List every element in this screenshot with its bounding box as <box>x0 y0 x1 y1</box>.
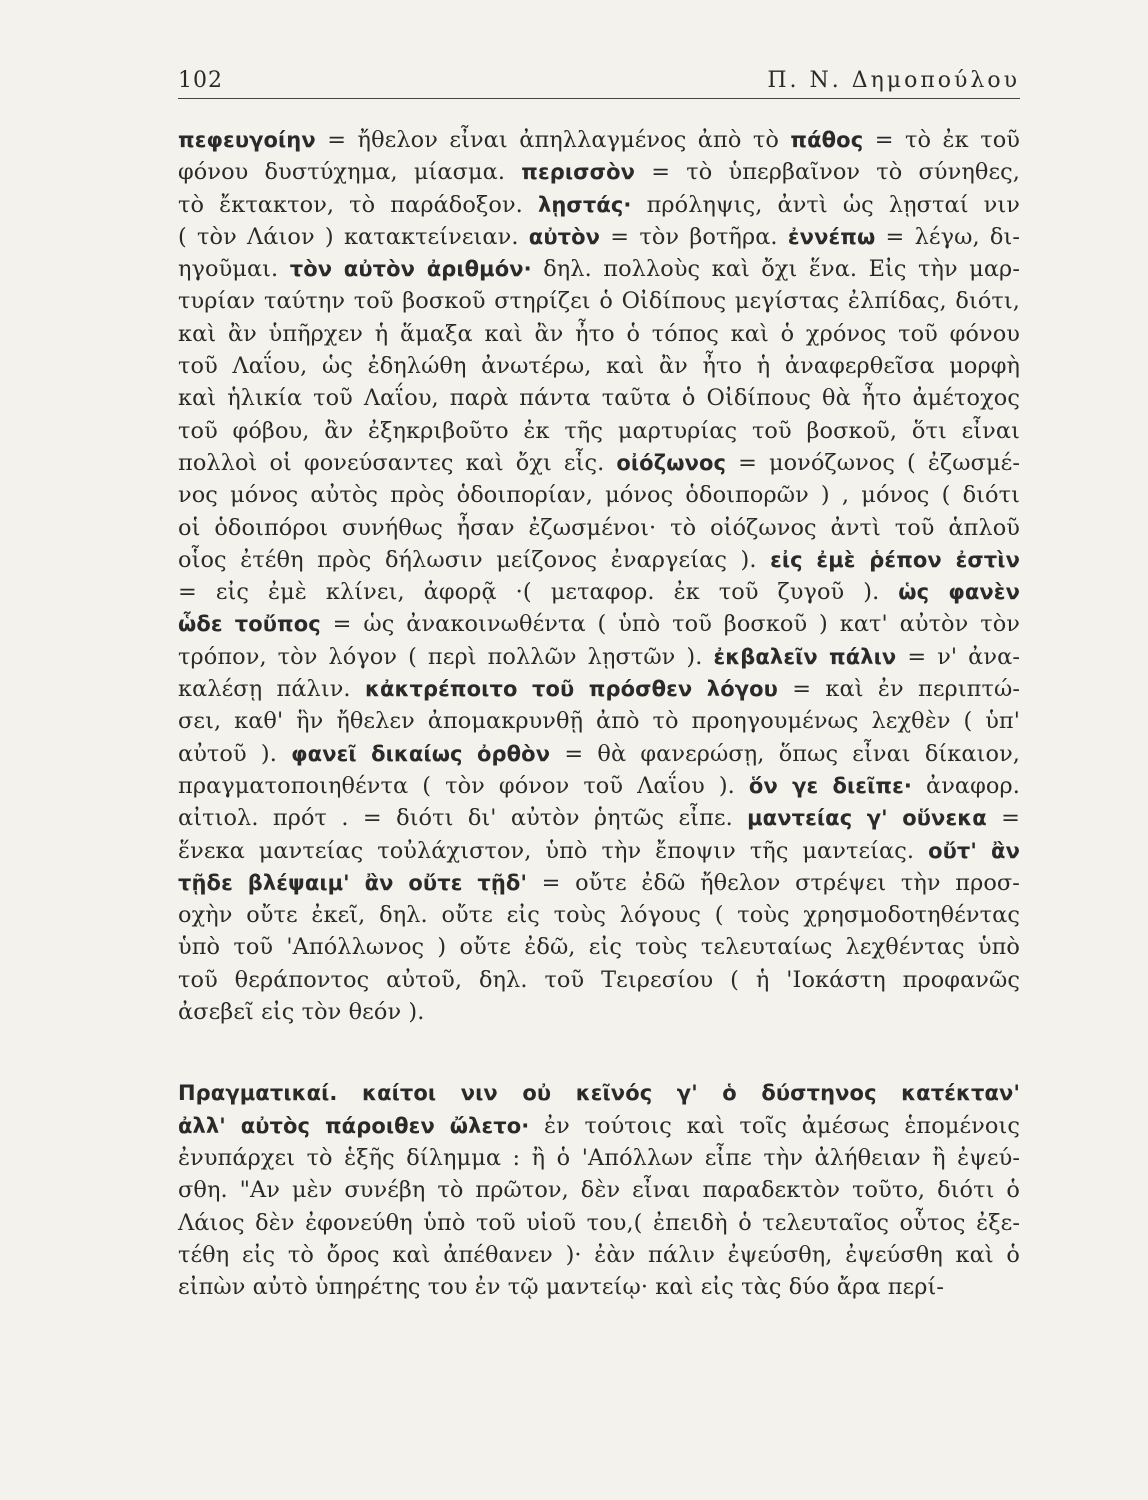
text-line <box>178 770 1020 802</box>
running-head-author: Π. Ν. Δημοπούλου <box>767 68 1020 93</box>
text-line <box>178 512 1020 544</box>
text-run: τοῦ θεράποντος αὐτοῦ, δηλ. τοῦ Τειρεσίου ( ἡ 'Ιοκάστη προφανῶς <box>178 966 1020 993</box>
lemma-term: λῃστάς· <box>537 192 632 217</box>
text-run: πολλοὶ οἱ φονεύσαντες καὶ ὄχι εἷς. <box>178 449 617 476</box>
text-line <box>178 382 1020 414</box>
lemma-term: τὸν αὐτὸν ἀριθμόν· <box>289 257 532 282</box>
lemma-term: πάθος <box>790 128 864 152</box>
text-run: οχὴν οὔτε ἐκεῖ, δηλ. οὔτε εἰς τοὺς λόγους ( τοὺς χρησμοδοτηθέντας <box>178 902 1020 929</box>
lemma-term: πεφευγοίην <box>178 128 316 152</box>
text-run: = λέγω, δι- <box>875 223 1020 250</box>
text-run: τοῦ Λαΐου, ὡς ἐδηλώθη ἀνωτέρω, καὶ ἂν ἦτο ἡ ἀναφερθεῖσα μορφὴ <box>178 353 1020 380</box>
text-line <box>178 1271 1020 1303</box>
text-run: = εἰς ἐμὲ κλίνει, ἀφορᾷ ·( μεταφορ. ἐκ τοῦ ζυγοῦ ). <box>178 579 899 606</box>
text-run: = ἤθελον εἶναι ἀπηλλαγμένος ἀπὸ τὸ <box>315 127 791 153</box>
text-run: τοῦ φόβου, ἂν ἐξηκριβοῦτο ἐκ τῆς μαρτυρίας τοῦ βοσκοῦ, ὅτι εἶναι <box>178 417 1020 444</box>
text-line <box>178 1077 1020 1109</box>
lemma-term: ὡς φανὲν <box>898 580 1020 605</box>
lemma-term: μαντείας γ' οὕνεκα <box>747 806 987 831</box>
text-line <box>178 964 1020 996</box>
text-line <box>178 608 1020 640</box>
text-run: = θὰ φανερώσῃ, ὅπως εἶναι δίκαιον, <box>550 740 1021 767</box>
running-header <box>178 64 1020 98</box>
text-line <box>178 899 1020 931</box>
text-line <box>178 835 1020 867</box>
text-run: ἐνυπάρχει τὸ ἑξῆς δίλημμα : ἢ ὁ 'Απόλλων εἶπε τὴν ἀλήθειαν ἢ ἐψεύ- <box>178 1144 1020 1171</box>
text-line <box>178 124 1020 156</box>
text-run: ( τὸν Λάιον ) κατακτείνειαν. <box>178 223 529 250</box>
text-run: πρόληψις, ἀντὶ ὡς λῃσταί νιν <box>631 191 1020 218</box>
text-line <box>178 996 1020 1028</box>
text-line <box>178 867 1020 899</box>
text-run: Λάιος δὲν ἐφονεύθη ὑπὸ τοῦ υἱοῦ του,( ἐπειδὴ ὁ τελευταῖος οὗτος ἐξε- <box>178 1209 1020 1236</box>
paragraph-pragmatikai <box>178 1077 1020 1303</box>
lemma-term: ὧδε τοὔπος <box>178 612 321 637</box>
text-run: αἰτιολ. πρότ . = διότι δι' αὐτὸν ῥητῶς εἶπε. <box>178 805 748 832</box>
text-run: τυρίαν ταύτην τοῦ βοσκοῦ στηρίζει ὁ Οἰδίπους μεγίστας ἐλπίδας, διότι, <box>178 288 1020 315</box>
text-line <box>178 318 1020 350</box>
lemma-term: ἐννέπω <box>787 224 876 249</box>
text-run: = ν' ἀνα- <box>896 643 1020 670</box>
text-run: = <box>986 805 1020 832</box>
text-run: αὐτοῦ ). <box>178 740 292 767</box>
text-run: πραγματοποιηθέντα ( τὸν φόνον τοῦ Λαΐου ). <box>178 772 749 799</box>
text-line <box>178 285 1020 317</box>
lemma-term: Πραγματικαί. καίτοι νιν οὐ κεῖνός γ' ὁ δύστηνος κατέκταν' <box>178 1081 1020 1106</box>
lemma-term: αὐτὸν <box>528 224 601 249</box>
text-line <box>178 673 1020 705</box>
text-line <box>178 447 1020 479</box>
text-run: ἐν τούτοις καὶ τοῖς ἀμέσως ἑπομένοις <box>529 1112 1020 1139</box>
text-line <box>178 479 1020 511</box>
text-run: καλέσῃ πάλιν. <box>178 676 365 703</box>
text-line <box>178 576 1020 608</box>
lemma-term: φανεῖ δικαίως ὀρθὸν <box>291 741 551 766</box>
text-line <box>178 802 1020 834</box>
text-run: οἱ ὁδοιπόροι συνήθως ἦσαν ἐζωσμένοι· τὸ οἰόζωνος ἀντὶ τοῦ ἁπλοῦ <box>178 514 1020 541</box>
text-line <box>178 156 1020 188</box>
text-line <box>178 738 1020 770</box>
text-run: = οὔτε ἐδῶ ἤθελον στρέψει τὴν προσ- <box>526 869 1020 896</box>
text-line <box>178 705 1020 737</box>
text-run: = ὡς ἀνακοινωθέντα ( ὑπὸ τοῦ βοσκοῦ ) κατ' αὐτὸν τὸν <box>320 611 1020 638</box>
text-run: οἷος ἐτέθη πρὸς δήλωσιν μείζονος ἐναργείας ). <box>178 546 771 573</box>
text-run: δηλ. πολλοὺς καὶ ὄχι ἕνα. Εἰς τὴν μαρ- <box>531 256 1020 283</box>
text-line <box>178 189 1020 221</box>
text-run: τέθη εἰς τὸ ὄρος καὶ ἀπέθανεν )· ἐὰν πάλιν ἐψεύσθη, ἐψεύσθη καὶ ὁ <box>178 1241 1020 1268</box>
text-run: σθη. "Αν μὲν συνέβη τὸ πρῶτον, δὲν εἶναι παραδεκτὸν τοῦτο, διότι ὁ <box>178 1177 1020 1204</box>
paragraph-commentary <box>178 124 1020 1028</box>
text-line <box>178 1207 1020 1239</box>
lemma-term: περισσὸν <box>521 160 636 185</box>
text-run: = τὸ ἐκ τοῦ <box>863 127 1020 153</box>
text-line <box>178 1142 1020 1174</box>
text-run: εἰπὼν αὐτὸ ὑπηρέτης του ἐν τῷ μαντείῳ· καὶ εἰς τὰς δύο ἄρα περί- <box>178 1274 945 1301</box>
text-run: = καὶ ἐν περιπτώ- <box>777 676 1020 703</box>
lemma-term: εἰς ἐμὲ ῥέπον ἐστὶν <box>770 547 1020 572</box>
text-run: = τὸν βοτῆρα. <box>600 223 788 250</box>
text-run: = μονόζωνος ( ἐζωσμέ- <box>726 449 1020 476</box>
text-line <box>178 1239 1020 1271</box>
text-run: καὶ ἡλικία τοῦ Λαΐου, παρὰ πάντα ταῦτα ὁ Οἰδίπους θὰ ἦτο ἀμέτοχος <box>178 385 1020 412</box>
text-run: ὑπὸ τοῦ 'Απόλλωνος ) οὔτε ἐδῶ, εἰς τοὺς τελευταίως λεχθέντας ὑπὸ <box>178 934 1020 961</box>
lemma-term: τῇδε βλέψαιμ' ἂν οὔτε τῇδ' <box>178 870 527 895</box>
text-line <box>178 1174 1020 1206</box>
text-run: ἕνεκα μαντείας τοὐλάχιστον, ὑπὸ τὴν ἔποψιν τῆς μαντείας. <box>178 837 929 864</box>
text-run: ἀσεβεῖ εἰς τὸν θεόν ). <box>178 999 425 1026</box>
lemma-term: ὅν γε διεῖπε· <box>748 773 912 798</box>
text-line <box>178 415 1020 447</box>
lemma-term: ἀλλ' αὐτὸς πάροιθεν ὤλετο· <box>178 1113 530 1138</box>
text-line <box>178 641 1020 673</box>
text-run: καὶ ἂν ὑπῆρχεν ἡ ἅμαξα καὶ ἂν ἦτο ὁ τόπος καὶ ὁ χρόνος τοῦ φόνου <box>178 320 1020 347</box>
lemma-term: οἰόζωνος <box>616 450 727 475</box>
commentary-body <box>178 124 1020 1303</box>
text-line <box>178 221 1020 253</box>
header-rule <box>178 98 1020 99</box>
text-line <box>178 931 1020 963</box>
page-number: 102 <box>178 68 223 93</box>
text-run: νος μόνος αὐτὸς πρὸς ὁδοιπορίαν, μόνος ὁδοιπορῶν ) , μόνος ( διότι <box>178 482 1020 509</box>
text-run: ἀναφορ. <box>911 772 1020 799</box>
text-line <box>178 1110 1020 1142</box>
text-line <box>178 544 1020 576</box>
lemma-term: κἀκτρέποιτο τοῦ πρόσθεν λόγου <box>364 677 778 702</box>
text-run: = τὸ ὑπερβαῖνον τὸ σύνηθες, <box>635 159 1020 186</box>
text-run: ηγοῦμαι. <box>178 256 290 283</box>
text-line <box>178 253 1020 285</box>
text-run: τρόπον, τὸν λόγον ( περὶ πολλῶν λῃστῶν ). <box>178 643 714 670</box>
text-line <box>178 350 1020 382</box>
text-run: τὸ ἔκτακτον, τὸ παράδοξον. <box>178 191 538 218</box>
lemma-term: ἐκβαλεῖν πάλιν <box>713 644 897 669</box>
text-run: σει, καθ' ἣν ἤθελεν ἀπομακρυνθῇ ἀπὸ τὸ προηγουμένως λεχθὲν ( ὑπ' <box>178 708 1020 735</box>
text-run: φόνου δυστύχημα, μίασμα. <box>178 159 522 186</box>
lemma-term: οὔτ' ἂν <box>928 838 1020 863</box>
paragraph-gap <box>178 1028 1020 1077</box>
